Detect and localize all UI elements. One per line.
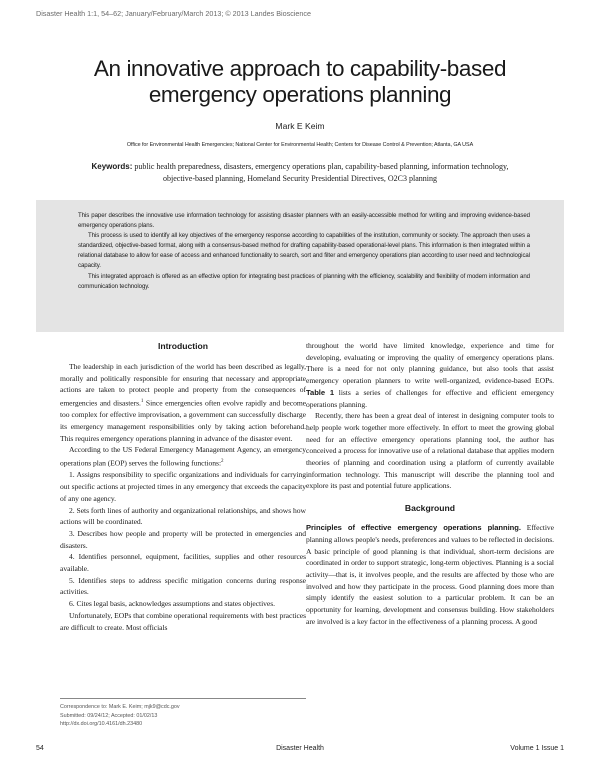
page-number: 54 [36, 745, 44, 752]
volume-issue: Volume 1 Issue 1 [510, 745, 564, 752]
function-item-6: 6. Cites legal basis, acknowledges assumptions and states objectives. [69, 599, 275, 609]
abstract-paragraph-2: This process is used to identify all key objectives of the emergency response according to capabilities of the institution, community or society. The approach then uses a standardized, objective-based format, along with a consensus-based method for drafting capability-based operational-level plans. This information is then integrated within a relational database to allow for ease of access and enhanced functionality to search, sort and filter and emergency operations plan according to user need and technological capacity. [78, 232, 530, 270]
abstract-box [36, 200, 564, 332]
function-item-3: 3. Describes how people and property will be protected in emergencies and disasters. [60, 528, 306, 550]
abstract-paragraph-3: This integrated approach is offered as an effective option for integrating best practices of planning with the efficiency, scalability and flexibility of modern information and communication technology. [78, 272, 530, 290]
background-heading: Background [404, 503, 456, 514]
function-item-4: 4. Identifies personnel, equipment, facilities, supplies and other resources available. [60, 552, 306, 574]
keywords [70, 161, 530, 184]
correspondence-note [60, 698, 306, 729]
dates-line: Submitted: 09/24/12; Accepted: 01/02/13 [60, 712, 158, 719]
intro-paragraph-1: The leadership in each jurisdiction of the world has been described as legally, morally and politically responsible for ensuring that necessary and appropriate actions are taken to protect people and property from the consequences of emergencies and disasters.$^1$ Since emergencies often evolve rapidly and become too complex for effective improvisation, a government can successfully discharge its emergency management responsibilities only by taking action beforehand. This requires emergency operations planning in advance of the disaster event. [60, 362, 306, 443]
keywords-label: Keywords: [91, 162, 133, 171]
introduction-heading: Introduction [157, 341, 209, 351]
function-item-2: 2. Sets forth lines of authority and organizational relationships, and shows how actions will be coordinated. [60, 505, 306, 527]
table-1-reference[interactable]: Table 1 [306, 387, 335, 397]
citation-2: 2 [221, 459, 224, 465]
citation-1: 1 [140, 399, 144, 405]
right-paragraph-2: Recently, there has been a great deal of interest in designing computer tools to help people work together more effectively. In effort to meet the growing global need for an effective emergency operations planning tool, the author has conceived a process for innovative use of a relational database that applies modern theories of planning and coordination using a platform of currently available information technology. This manuscript will describe the planning tool and explore its past and potential future applications. [306, 411, 554, 491]
keywords-line-1: public health preparedness, disasters, emergency operations plan, capability-based planning, information technology, [134, 162, 509, 171]
function-item-5: 5. Identifies steps to address specific mitigation concerns during response activities. [60, 575, 306, 597]
doi-link[interactable]: http://dx.doi.org/10.4161/dh.23480 [60, 721, 143, 728]
intro-paragraph-3: Unfortunately, EOPs that combine operational requirements with best practices are difficult to create. Most officials [60, 610, 306, 632]
background-paragraph: Principles of effective emergency operations planning. Effective planning allows people's needs, preferences and values to be reflected in decisions. A basic principle of good planning is that individual, short-term decisions are coordinated in order to support strategic, long-term objectives. Planning is a social activity—that is, it involves people, and the results are affected by those who are involved and how they participate in the process. Good planning does more than simply identify the easiest solution to a particular problem. It can be an opportunity for learning, development and consensus building. How stakeholders are involved is a key factor in the effectiveness of a planning process. A good [306, 523, 554, 626]
right-paragraph-1: throughout the world have limited knowledge, experience and time for developing, evaluating or improving the quality of emergency operations plans. There is a need for not only planning guidance, but also tools that assist emergency operation planners to write well-organized, evidence-based EOPs. Table 1 lists a series of challenges for effective and efficient emergency operations planning. [306, 341, 554, 409]
author-affiliation: Office for Environmental Health Emergencies; National Center for Environmental Health; Centers for Disease Control & Prevention; Atlanta, GA USA [126, 142, 474, 148]
journal-name: Disaster Health [276, 745, 324, 752]
principles-subheading: Principles of effective emergency operations planning. [306, 523, 521, 533]
title-line-1: An innovative approach to capability-based [93, 56, 507, 81]
article-title [30, 56, 570, 108]
left-column [60, 340, 306, 633]
function-item-1: 1. Assigns responsibility to specific organizations and individuals for carrying out specific actions at projected times in any emergency that exceeds the capacity of any one agency. [60, 470, 306, 503]
correspondence-line: Correspondence to: Mark E. Keim; mjk9@cdc.gov [60, 704, 180, 710]
right-column [306, 340, 554, 627]
title-line-2: emergency operations planning [148, 82, 452, 107]
intro-paragraph-2: According to the US Federal Emergency Management Agency, an emergency operations plan (EOP) serves the following functions:$^2$ [60, 445, 306, 468]
abstract-paragraph-1: This paper describes the innovative use information technology for assisting disaster planners with an easily-accessible method for writing and improving evidence-based emergency operations plans. [78, 212, 530, 230]
author-name: Mark E Keim [275, 121, 325, 131]
keywords-line-2: objective-based planning, Homeland Security Presidential Directives, O2C3 planning [163, 173, 437, 183]
running-head: Disaster Health 1:1, 54–62; January/February/March 2013; © 2013 Landes Bioscience [36, 9, 311, 18]
